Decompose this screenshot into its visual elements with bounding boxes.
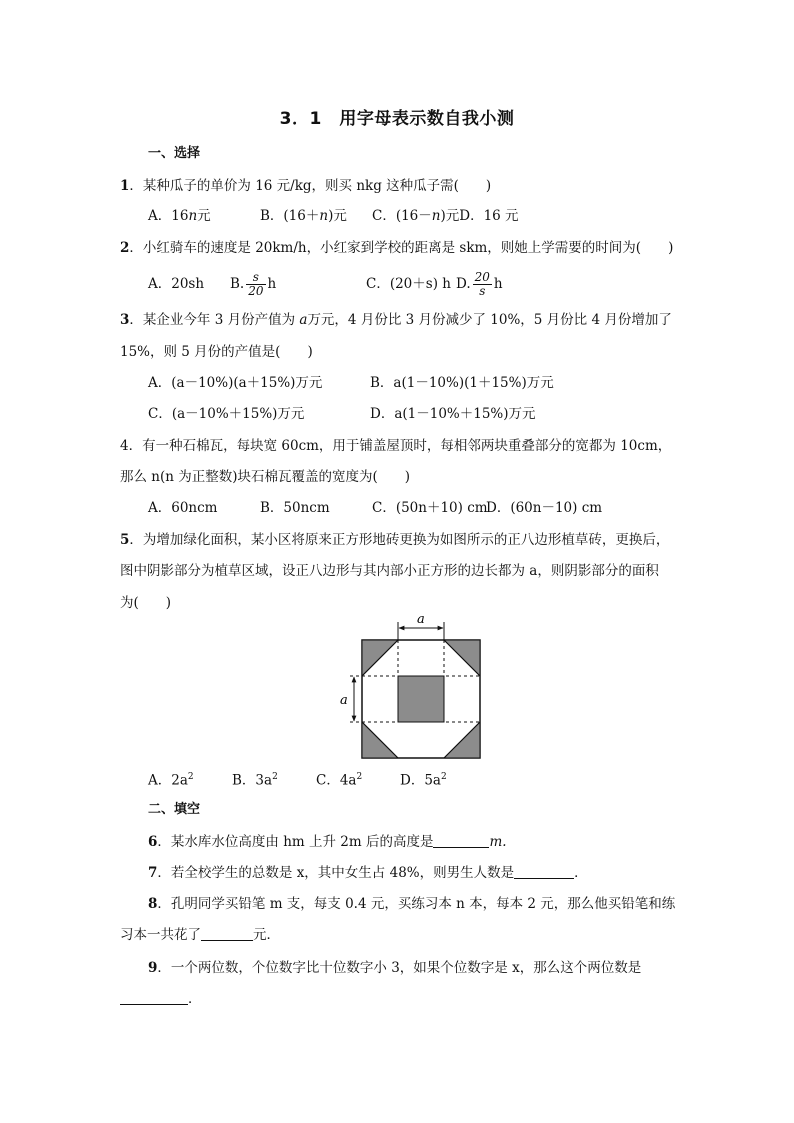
question-2 <box>120 238 673 258</box>
option-c: C．(50n＋10) cm <box>372 500 488 516</box>
question-5: 5．为增加绿化面积，某小区将原来正方形地砖更换为如图所示的正八边形植草砖，更换后， <box>120 532 670 548</box>
question-7: 7．若全校学生的总数是 x，其中女生占 48%，则男生人数是 ． <box>148 865 588 881</box>
section-choice-heading: 一、选择 <box>148 146 201 161</box>
option-a: A．(a－10%)(a＋15%)万元 <box>148 375 323 391</box>
question-3-options-ab <box>148 373 554 393</box>
question-1-options <box>148 206 519 226</box>
question-4-cont: 那么 n(n 为正整数)块石棉瓦覆盖的宽度为( ) <box>120 469 411 485</box>
question-4: 4．有一种石棉瓦，每块宽 60cm，用于铺盖屋顶时，每相邻两块重叠部分的宽都为 10cm， <box>120 438 672 454</box>
question-1 <box>120 176 491 196</box>
octagon-tile-figure <box>330 612 490 762</box>
question-2-options <box>148 270 503 298</box>
option-d: D. $\frac{20}{s}$ h <box>456 270 503 298</box>
section-fill-heading: 二、填空 <box>148 802 201 817</box>
option-b: B．50ncm <box>260 500 330 516</box>
option-a: A．60ncm <box>148 500 218 516</box>
label-a-left: a <box>340 693 348 708</box>
question-8: 8．孔明同学买铅笔 m 支，每支 0.4 元，买练习本 n 本，每本 2 元，那么他买铅笔和练 <box>148 896 676 912</box>
question-4-options <box>148 498 602 518</box>
option-c: C．(16－n)元 <box>372 208 460 224</box>
question-9: 9．一个两位数，个位数字比十位数字小 3，如果个位数字是 x，那么这个两位数是 <box>148 960 642 976</box>
question-number: 2 <box>120 240 130 256</box>
option-c: C．$4a^2$ <box>316 772 363 789</box>
option-a: A．$2a^2$ <box>148 772 194 789</box>
question-text: ．某种瓜子的单价为 16 元/kg，则买 nkg 这种瓜子需( ) <box>129 178 492 194</box>
question-5-cont: 图中阴影部分为植草区域，设正八边形与其内部小正方形的边长都为 a，则阴影部分的面积 <box>120 563 659 579</box>
answer-blank[interactable] <box>201 926 253 941</box>
question-number: 9 <box>148 960 158 976</box>
question-number: 8 <box>148 896 158 912</box>
question-3-options-cd <box>148 404 536 424</box>
page-title: 3．1 用字母表示数自我小测 <box>279 109 515 129</box>
answer-blank[interactable] <box>433 833 489 848</box>
question-3-cont: 15%，则 5 月份的产值是( ) <box>120 344 313 360</box>
option-d: D．$5a^2$ <box>400 772 447 789</box>
option-b: B．a(1－10%)(1＋15%)万元 <box>370 375 554 391</box>
question-number: 3 <box>120 312 130 328</box>
question-number: 4 <box>120 438 129 454</box>
option-d: D．16 元 <box>459 208 519 224</box>
question-3: 3．某企业今年 3 月份产值为 a万元，4 月份比 3 月份减少了 10%，5 月份比 4 月份增加了 <box>120 312 672 328</box>
option-c: C．(20＋s) h <box>366 276 451 292</box>
option-d: D．(60n－10) cm <box>486 500 603 516</box>
option-b: B．(16＋n)元 <box>260 208 347 224</box>
option-d: D．a(1－10%＋15%)万元 <box>370 406 536 422</box>
label-a-top: a <box>417 612 425 627</box>
question-6: 6．某水库水位高度由 hm 上升 2m 后的高度是 m. <box>148 834 507 850</box>
question-number: 5 <box>120 532 130 548</box>
question-number: 7 <box>148 865 158 881</box>
question-5-options <box>148 767 447 791</box>
question-5-cont2: 为( ) <box>120 595 172 611</box>
question-number: 1 <box>120 178 130 194</box>
option-c: C．(a－10%＋15%)万元 <box>148 406 305 422</box>
question-8-cont: 习本一共花了 元． <box>120 927 280 943</box>
inner-square <box>398 676 444 722</box>
question-text: ．小红骑车的速度是 20km/h，小红家到学校的距离是 skm，则她上学需要的时间为( ) <box>129 240 674 256</box>
option-b: B．$3a^2$ <box>232 772 278 789</box>
question-9-cont: ． <box>120 989 202 1009</box>
option-b: B. $\frac{s}{20}$ h <box>230 270 277 298</box>
option-a: A．20sh <box>148 276 205 292</box>
answer-blank[interactable] <box>514 864 574 879</box>
answer-blank[interactable] <box>120 990 188 1005</box>
question-number: 6 <box>148 834 158 850</box>
option-a: A．16n元 <box>148 208 211 224</box>
